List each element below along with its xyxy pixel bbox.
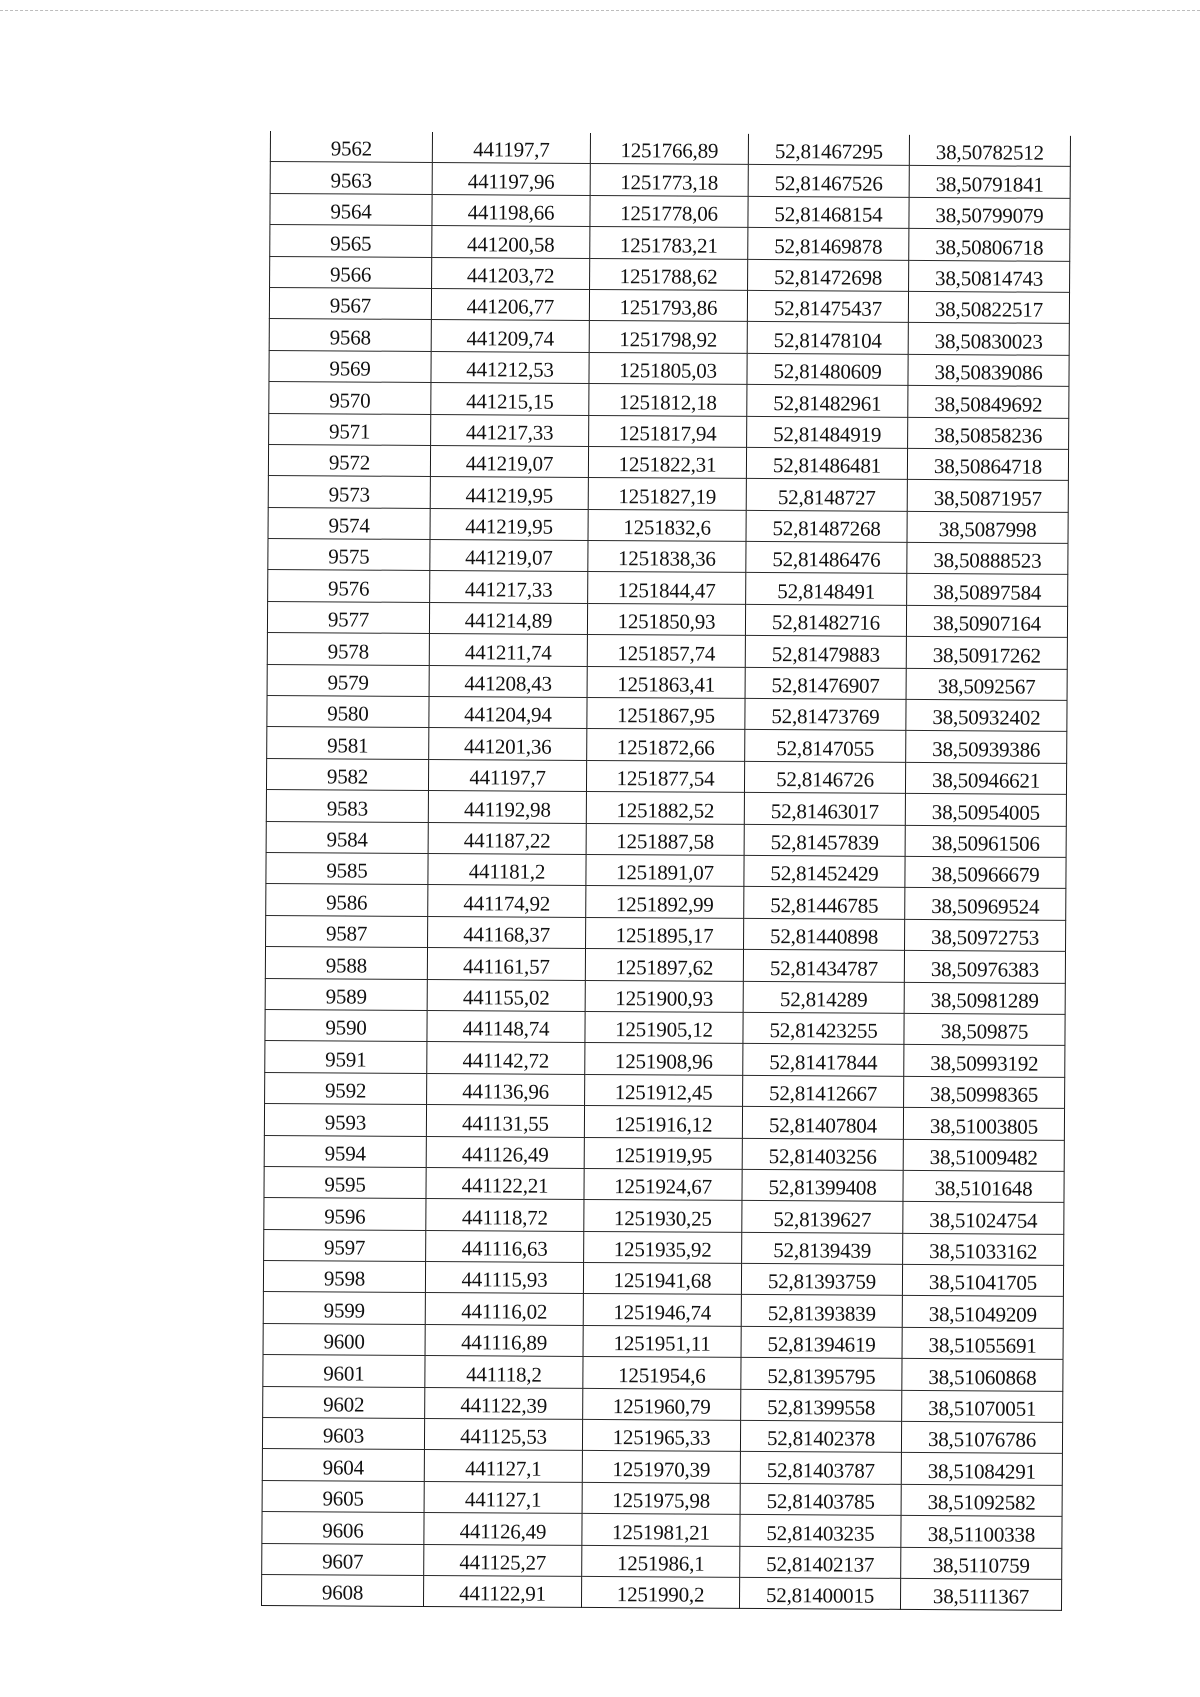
latitude-cell: 52,81452429	[744, 855, 905, 887]
longitude-cell: 38,5101648	[903, 1170, 1064, 1202]
x-coordinate-cell: 441125,53	[424, 1418, 582, 1450]
table-row	[265, 947, 1065, 983]
table-row	[270, 131, 1070, 167]
latitude-cell: 52,81400015	[739, 1577, 900, 1609]
y-coordinate-cell: 1251812,18	[589, 384, 747, 416]
point-number-cell: 9603	[262, 1417, 424, 1449]
y-coordinate-cell: 1251908,96	[585, 1043, 743, 1075]
y-coordinate-cell: 1251844,47	[588, 572, 746, 604]
latitude-cell: 52,81446785	[744, 887, 905, 919]
latitude-cell: 52,8147055	[745, 730, 906, 762]
x-coordinate-cell: 441192,98	[428, 791, 586, 823]
x-coordinate-cell: 441211,74	[429, 634, 587, 666]
x-coordinate-cell: 441116,89	[425, 1324, 583, 1356]
table-row	[263, 1292, 1063, 1328]
x-coordinate-cell: 441118,72	[426, 1199, 584, 1231]
longitude-cell: 38,51009482	[903, 1139, 1064, 1171]
x-coordinate-cell: 441197,7	[432, 132, 590, 164]
longitude-cell: 38,51049209	[902, 1296, 1063, 1328]
x-coordinate-cell: 441155,02	[427, 979, 585, 1011]
table-row	[265, 1041, 1065, 1077]
x-coordinate-cell: 441217,33	[430, 571, 588, 603]
latitude-cell: 52,81403785	[740, 1483, 901, 1515]
point-number-cell: 9573	[268, 476, 430, 508]
longitude-cell: 38,50814743	[909, 260, 1070, 292]
table-row	[264, 1166, 1064, 1202]
y-coordinate-cell: 1251897,62	[585, 949, 743, 981]
y-coordinate-cell: 1251946,74	[583, 1294, 741, 1326]
latitude-cell: 52,8148491	[746, 573, 907, 605]
point-number-cell: 9574	[268, 507, 430, 539]
x-coordinate-cell: 441219,07	[430, 445, 588, 477]
table-row	[270, 225, 1070, 261]
table-row	[267, 696, 1067, 732]
y-coordinate-cell: 1251887,58	[586, 823, 744, 855]
scan-edge-line	[0, 10, 1200, 12]
longitude-cell: 38,50972753	[905, 919, 1066, 951]
longitude-cell: 38,51041705	[902, 1264, 1063, 1296]
x-coordinate-cell: 441197,7	[428, 759, 586, 791]
point-number-cell: 9590	[265, 1009, 427, 1041]
latitude-cell: 52,81393839	[741, 1295, 902, 1327]
x-coordinate-cell: 441217,33	[431, 414, 589, 446]
y-coordinate-cell: 1251970,39	[582, 1451, 740, 1483]
y-coordinate-cell: 1251832,6	[588, 509, 746, 541]
point-number-cell: 9562	[270, 131, 432, 163]
latitude-cell: 52,81403256	[742, 1138, 903, 1170]
point-number-cell: 9578	[267, 633, 429, 665]
x-coordinate-cell: 441215,15	[431, 383, 589, 415]
table-row	[270, 193, 1070, 229]
latitude-cell: 52,81475437	[747, 290, 908, 322]
x-coordinate-cell: 441116,63	[426, 1230, 584, 1262]
longitude-cell: 38,51033162	[903, 1233, 1064, 1265]
y-coordinate-cell: 1251935,92	[584, 1231, 742, 1263]
point-number-cell: 9605	[262, 1480, 424, 1512]
point-number-cell: 9597	[264, 1229, 426, 1261]
coordinate-table-container	[261, 131, 1070, 1611]
y-coordinate-cell: 1251895,17	[586, 917, 744, 949]
point-number-cell: 9566	[270, 256, 432, 288]
x-coordinate-cell: 441122,21	[426, 1167, 584, 1199]
latitude-cell: 52,81484919	[747, 416, 908, 448]
longitude-cell: 38,5110759	[901, 1547, 1062, 1579]
x-coordinate-cell: 441212,53	[431, 351, 589, 383]
table-row	[266, 852, 1066, 888]
x-coordinate-cell: 441118,2	[425, 1356, 583, 1388]
latitude-cell: 52,81482716	[745, 604, 906, 636]
point-number-cell: 9586	[266, 884, 428, 916]
y-coordinate-cell: 1251857,74	[587, 635, 745, 667]
table-row	[264, 1104, 1064, 1140]
longitude-cell: 38,51060868	[902, 1359, 1063, 1391]
longitude-cell: 38,50830023	[908, 323, 1069, 355]
table-row	[269, 350, 1069, 386]
y-coordinate-cell: 1251912,45	[585, 1074, 743, 1106]
longitude-cell: 38,51070051	[902, 1390, 1063, 1422]
table-row	[261, 1574, 1061, 1610]
latitude-cell: 52,81486476	[746, 541, 907, 573]
x-coordinate-cell: 441219,07	[430, 540, 588, 572]
point-number-cell: 9606	[262, 1512, 424, 1544]
latitude-cell: 52,81457839	[744, 824, 905, 856]
latitude-cell: 52,81399558	[741, 1389, 902, 1421]
latitude-cell: 52,81395795	[741, 1358, 902, 1390]
point-number-cell: 9598	[263, 1261, 425, 1293]
latitude-cell: 52,81393759	[741, 1263, 902, 1295]
y-coordinate-cell: 1251877,54	[586, 760, 744, 792]
x-coordinate-cell: 441214,89	[429, 602, 587, 634]
x-coordinate-cell: 441116,02	[425, 1293, 583, 1325]
y-coordinate-cell: 1251965,33	[582, 1419, 740, 1451]
point-number-cell: 9564	[270, 193, 432, 225]
longitude-cell: 38,50946621	[905, 762, 1066, 794]
longitude-cell: 38,51003805	[903, 1107, 1064, 1139]
latitude-cell: 52,81467526	[748, 165, 909, 197]
y-coordinate-cell: 1251867,95	[587, 697, 745, 729]
y-coordinate-cell: 1251941,68	[583, 1262, 741, 1294]
latitude-cell: 52,81412667	[743, 1075, 904, 1107]
latitude-cell: 52,81476907	[745, 667, 906, 699]
table-row	[265, 1009, 1065, 1045]
latitude-cell: 52,81399408	[742, 1169, 903, 1201]
table-row	[268, 570, 1068, 606]
table-row	[267, 727, 1067, 763]
y-coordinate-cell: 1251882,52	[586, 792, 744, 824]
table-row	[262, 1480, 1062, 1516]
longitude-cell: 38,50954005	[905, 794, 1066, 826]
y-coordinate-cell: 1251766,89	[590, 133, 748, 165]
point-number-cell: 9576	[268, 570, 430, 602]
longitude-cell: 38,50966679	[905, 856, 1066, 888]
x-coordinate-cell: 441168,37	[428, 916, 586, 948]
longitude-cell: 38,51100338	[901, 1516, 1062, 1548]
table-row	[267, 601, 1067, 637]
table-row	[265, 1072, 1065, 1108]
latitude-cell: 52,8139627	[742, 1201, 903, 1233]
table-row	[266, 884, 1066, 920]
y-coordinate-cell: 1251805,03	[589, 352, 747, 384]
point-number-cell: 9567	[269, 287, 431, 319]
longitude-cell: 38,51055691	[902, 1327, 1063, 1359]
longitude-cell: 38,50806718	[909, 229, 1070, 261]
table-row	[262, 1417, 1062, 1453]
point-number-cell: 9580	[267, 696, 429, 728]
point-number-cell: 9588	[265, 947, 427, 979]
longitude-cell: 38,50871957	[907, 480, 1068, 512]
point-number-cell: 9579	[267, 664, 429, 696]
latitude-cell: 52,81463017	[744, 793, 905, 825]
latitude-cell: 52,81440898	[744, 918, 905, 950]
longitude-cell: 38,50939386	[906, 731, 1067, 763]
x-coordinate-cell: 441198,66	[432, 194, 590, 226]
x-coordinate-cell: 441126,49	[424, 1513, 582, 1545]
point-number-cell: 9563	[270, 162, 432, 194]
y-coordinate-cell: 1251990,2	[581, 1576, 739, 1608]
longitude-cell: 38,5092567	[906, 668, 1067, 700]
latitude-cell: 52,81417844	[743, 1044, 904, 1076]
x-coordinate-cell: 441209,74	[431, 320, 589, 352]
point-number-cell: 9568	[269, 319, 431, 351]
point-number-cell: 9593	[264, 1104, 426, 1136]
point-number-cell: 9587	[266, 915, 428, 947]
y-coordinate-cell: 1251863,41	[587, 666, 745, 698]
y-coordinate-cell: 1251817,94	[589, 415, 747, 447]
point-number-cell: 9585	[266, 852, 428, 884]
x-coordinate-cell: 441142,72	[427, 1042, 585, 1074]
y-coordinate-cell: 1251793,86	[589, 289, 747, 321]
table-row	[266, 821, 1066, 857]
point-number-cell: 9575	[268, 539, 430, 571]
y-coordinate-cell: 1251773,18	[590, 164, 748, 196]
x-coordinate-cell: 441181,2	[428, 853, 586, 885]
latitude-cell: 52,81423255	[743, 1012, 904, 1044]
y-coordinate-cell: 1251850,93	[587, 603, 745, 635]
point-number-cell: 9584	[266, 821, 428, 853]
x-coordinate-cell: 441204,94	[429, 697, 587, 729]
table-row	[269, 287, 1069, 323]
x-coordinate-cell: 441115,93	[425, 1262, 583, 1294]
longitude-cell: 38,50932402	[906, 699, 1067, 731]
table-row	[263, 1386, 1063, 1422]
x-coordinate-cell: 441208,43	[429, 665, 587, 697]
latitude-cell: 52,81403787	[740, 1452, 901, 1484]
latitude-cell: 52,814289	[743, 981, 904, 1013]
y-coordinate-cell: 1251981,21	[582, 1514, 740, 1546]
x-coordinate-cell: 441131,55	[426, 1105, 584, 1137]
table-row	[266, 758, 1066, 794]
table-row	[266, 915, 1066, 951]
y-coordinate-cell: 1251905,12	[585, 1011, 743, 1043]
x-coordinate-cell: 441122,39	[425, 1387, 583, 1419]
y-coordinate-cell: 1251919,95	[584, 1137, 742, 1169]
longitude-cell: 38,51084291	[901, 1453, 1062, 1485]
longitude-cell: 38,5111367	[900, 1578, 1061, 1610]
latitude-cell: 52,81469878	[748, 228, 909, 260]
point-number-cell: 9594	[264, 1135, 426, 1167]
longitude-cell: 38,50897584	[907, 574, 1068, 606]
longitude-cell: 38,50849692	[908, 386, 1069, 418]
x-coordinate-cell: 441148,74	[427, 1010, 585, 1042]
longitude-cell: 38,50917262	[906, 637, 1067, 669]
table-row	[268, 507, 1068, 543]
table-row	[269, 382, 1069, 418]
y-coordinate-cell: 1251783,21	[590, 227, 748, 259]
point-number-cell: 9592	[265, 1072, 427, 1104]
y-coordinate-cell: 1251798,92	[589, 321, 747, 353]
longitude-cell: 38,50969524	[905, 888, 1066, 920]
x-coordinate-cell: 441122,91	[423, 1575, 581, 1607]
point-number-cell: 9602	[263, 1386, 425, 1418]
table-row	[267, 633, 1067, 669]
latitude-cell: 52,81472698	[748, 259, 909, 291]
table-row	[263, 1323, 1063, 1359]
latitude-cell: 52,81467295	[748, 134, 909, 166]
table-row	[264, 1135, 1064, 1171]
table-row	[270, 162, 1070, 198]
y-coordinate-cell: 1251951,11	[583, 1325, 741, 1357]
point-number-cell: 9582	[266, 758, 428, 790]
table-row	[262, 1449, 1062, 1485]
point-number-cell: 9601	[263, 1355, 425, 1387]
longitude-cell: 38,50782512	[909, 135, 1070, 167]
x-coordinate-cell: 441126,49	[426, 1136, 584, 1168]
table-row	[269, 319, 1069, 355]
longitude-cell: 38,50961506	[905, 825, 1066, 857]
point-number-cell: 9596	[264, 1198, 426, 1230]
table-row	[265, 978, 1065, 1014]
longitude-cell: 38,5087998	[907, 511, 1068, 543]
latitude-cell: 52,81434787	[743, 950, 904, 982]
y-coordinate-cell: 1251930,25	[584, 1200, 742, 1232]
point-number-cell: 9599	[263, 1292, 425, 1324]
x-coordinate-cell: 441200,58	[432, 226, 590, 258]
point-number-cell: 9571	[269, 413, 431, 445]
x-coordinate-cell: 441174,92	[428, 885, 586, 917]
longitude-cell: 38,50822517	[908, 291, 1069, 323]
table-row	[270, 256, 1070, 292]
latitude-cell: 52,81480609	[747, 353, 908, 385]
point-number-cell: 9589	[265, 978, 427, 1010]
table-row	[263, 1261, 1063, 1297]
latitude-cell: 52,8148727	[746, 479, 907, 511]
y-coordinate-cell: 1251986,1	[582, 1545, 740, 1577]
coordinate-table	[261, 131, 1071, 1611]
latitude-cell: 52,8146726	[744, 761, 905, 793]
longitude-cell: 38,50907164	[906, 605, 1067, 637]
table-row	[262, 1543, 1062, 1579]
latitude-cell: 52,81407804	[742, 1107, 903, 1139]
y-coordinate-cell: 1251822,31	[588, 446, 746, 478]
x-coordinate-cell: 441136,96	[427, 1073, 585, 1105]
table-row	[264, 1198, 1064, 1234]
table-row	[262, 1512, 1062, 1548]
latitude-cell: 52,81403235	[740, 1515, 901, 1547]
table-row	[264, 1229, 1064, 1265]
y-coordinate-cell: 1251954,6	[583, 1357, 741, 1389]
latitude-cell: 52,81482961	[747, 385, 908, 417]
coordinate-table-body	[261, 131, 1070, 1611]
point-number-cell: 9600	[263, 1323, 425, 1355]
longitude-cell: 38,51076786	[901, 1421, 1062, 1453]
x-coordinate-cell: 441197,96	[432, 163, 590, 195]
table-row	[268, 444, 1068, 480]
point-number-cell: 9607	[262, 1543, 424, 1575]
longitude-cell: 38,50993192	[904, 1045, 1065, 1077]
point-number-cell: 9604	[262, 1449, 424, 1481]
point-number-cell: 9581	[267, 727, 429, 759]
longitude-cell: 38,50998365	[904, 1076, 1065, 1108]
longitude-cell: 38,50864718	[907, 448, 1068, 480]
x-coordinate-cell: 441127,1	[424, 1481, 582, 1513]
x-coordinate-cell: 441187,22	[428, 822, 586, 854]
latitude-cell: 52,81487268	[746, 510, 907, 542]
longitude-cell: 38,50839086	[908, 354, 1069, 386]
latitude-cell: 52,81473769	[745, 698, 906, 730]
y-coordinate-cell: 1251892,99	[586, 886, 744, 918]
latitude-cell: 52,81468154	[748, 196, 909, 228]
y-coordinate-cell: 1251788,62	[590, 258, 748, 290]
table-row	[263, 1355, 1063, 1391]
y-coordinate-cell: 1251924,67	[584, 1168, 742, 1200]
latitude-cell: 52,81402137	[740, 1546, 901, 1578]
y-coordinate-cell: 1251891,07	[586, 854, 744, 886]
table-row	[268, 539, 1068, 575]
point-number-cell: 9569	[269, 350, 431, 382]
point-number-cell: 9577	[267, 601, 429, 633]
longitude-cell: 38,50791841	[909, 166, 1070, 198]
table-row	[269, 413, 1069, 449]
y-coordinate-cell: 1251778,06	[590, 195, 748, 227]
longitude-cell: 38,509875	[904, 1013, 1065, 1045]
x-coordinate-cell: 441125,27	[424, 1544, 582, 1576]
point-number-cell: 9608	[261, 1574, 423, 1606]
y-coordinate-cell: 1251975,98	[582, 1482, 740, 1514]
longitude-cell: 38,51024754	[903, 1202, 1064, 1234]
x-coordinate-cell: 441219,95	[430, 508, 588, 540]
longitude-cell: 38,50981289	[904, 982, 1065, 1014]
longitude-cell: 38,50858236	[908, 417, 1069, 449]
latitude-cell: 52,8139439	[742, 1232, 903, 1264]
y-coordinate-cell: 1251838,36	[588, 541, 746, 573]
latitude-cell: 52,81486481	[746, 447, 907, 479]
longitude-cell: 38,51092582	[901, 1484, 1062, 1516]
latitude-cell: 52,81394619	[741, 1326, 902, 1358]
x-coordinate-cell: 441206,77	[431, 288, 589, 320]
x-coordinate-cell: 441219,95	[430, 477, 588, 509]
y-coordinate-cell: 1251872,66	[587, 729, 745, 761]
latitude-cell: 52,81479883	[745, 636, 906, 668]
point-number-cell: 9570	[269, 382, 431, 414]
y-coordinate-cell: 1251900,93	[585, 980, 743, 1012]
longitude-cell: 38,50888523	[907, 542, 1068, 574]
latitude-cell: 52,81402378	[740, 1420, 901, 1452]
point-number-cell: 9572	[268, 444, 430, 476]
y-coordinate-cell: 1251960,79	[583, 1388, 741, 1420]
latitude-cell: 52,81478104	[747, 322, 908, 354]
point-number-cell: 9565	[270, 225, 432, 257]
point-number-cell: 9583	[266, 790, 428, 822]
table-row	[268, 476, 1068, 512]
table-row	[267, 664, 1067, 700]
point-number-cell: 9595	[264, 1166, 426, 1198]
y-coordinate-cell: 1251916,12	[584, 1106, 742, 1138]
y-coordinate-cell: 1251827,19	[588, 478, 746, 510]
x-coordinate-cell: 441127,1	[424, 1450, 582, 1482]
x-coordinate-cell: 441201,36	[429, 728, 587, 760]
table-row	[266, 790, 1066, 826]
x-coordinate-cell: 441161,57	[427, 948, 585, 980]
point-number-cell: 9591	[265, 1041, 427, 1073]
longitude-cell: 38,50799079	[909, 197, 1070, 229]
longitude-cell: 38,50976383	[904, 951, 1065, 983]
x-coordinate-cell: 441203,72	[432, 257, 590, 289]
